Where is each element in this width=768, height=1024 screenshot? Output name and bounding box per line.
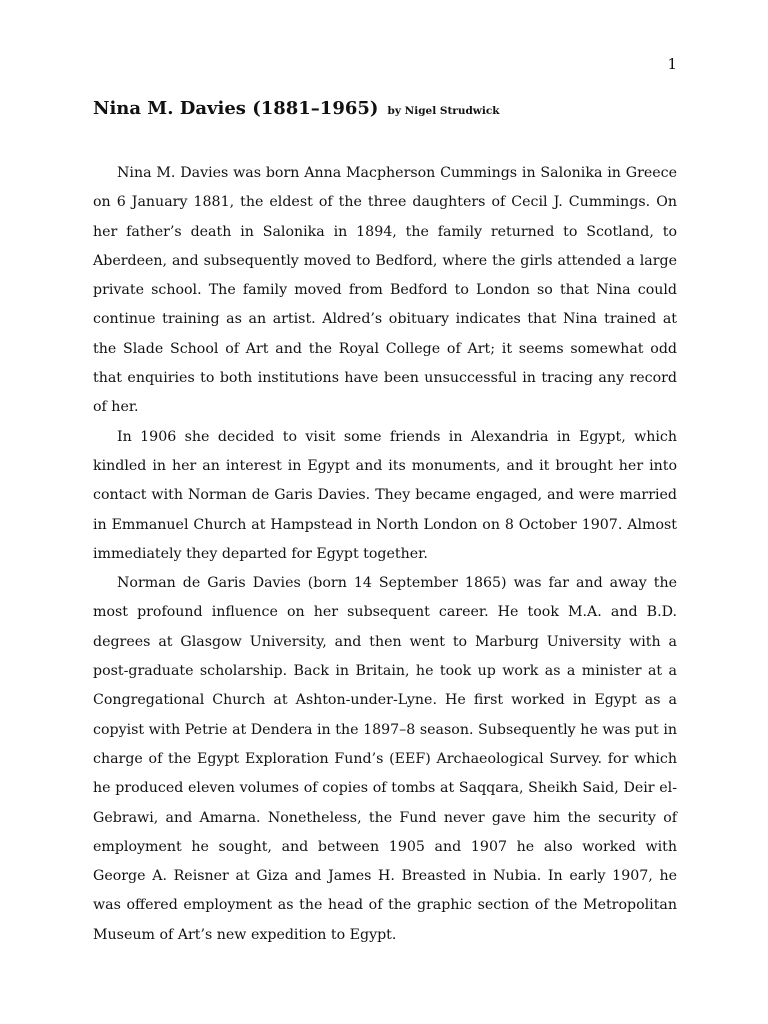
- page-number: 1: [667, 55, 677, 73]
- article-body: [93, 159, 677, 950]
- paragraph-2: In 1906 she decided to visit some friends in Alexandria in Egypt, which kindled in her an interest in Egypt and its monuments, and it brought her into contact with Norman de Garis Davies. They became engaged, and were married in Emmanuel Church at Hampstead in North London on 8 October 1907. Almost immediately they departed for Egypt together.: [93, 428, 677, 562]
- paragraph-3: Norman de Garis Davies (born 14 September 1865) was far and away the most profound influence on her subsequent career. He took M.A. and B.D. degrees at Glasgow University, and then went to Marburg University with a post-graduate scholarship. Back in Britain, he took up work as a minister at a Congregational Church at Ashton-under-Lyne. He first worked in Egypt as a copyist with Petrie at Dendera in the 1897–8 season. Subsequently he was put in charge of the Egypt Exploration Fund’s (EEF) Archaeological Survey. for which he produced eleven volumes of copies of tombs at Saqqara, Sheikh Said, Deir el-Gebrawi, and Amarna. Nonetheless, the Fund never gave him the security of employment he sought, and between 1905 and 1907 he also worked with George A. Reisner at Giza and James H. Breasted in Nubia. In early 1907, he was offered employment as the head of the graphic section of the Metropolitan Museum of Art’s new expedition to Egypt.: [93, 575, 677, 943]
- paragraph-1: Nina M. Davies was born Anna Macpherson Cummings in Salonika in Greece on 6 January 1881, the eldest of the three daughters of Cecil J. Cummings. On her father’s death in Salonika in 1894, the family returned to Scotland, to Aberdeen, and subsequently moved to Bedford, where the girls attended a large private school. The family moved from Bedford to London so that Nina could continue training as an artist. Aldred’s obituary indicates that Nina trained at the Slade School of Art and the Royal College of Art; it seems somewhat odd that enquiries to both institutions have been unsuccessful in tracing any record of her.: [93, 165, 677, 416]
- document-header: [93, 98, 500, 119]
- page-title: Nina M. Davies (1881–1965): [93, 98, 379, 119]
- author-byline: by Nigel Strudwick: [387, 105, 500, 117]
